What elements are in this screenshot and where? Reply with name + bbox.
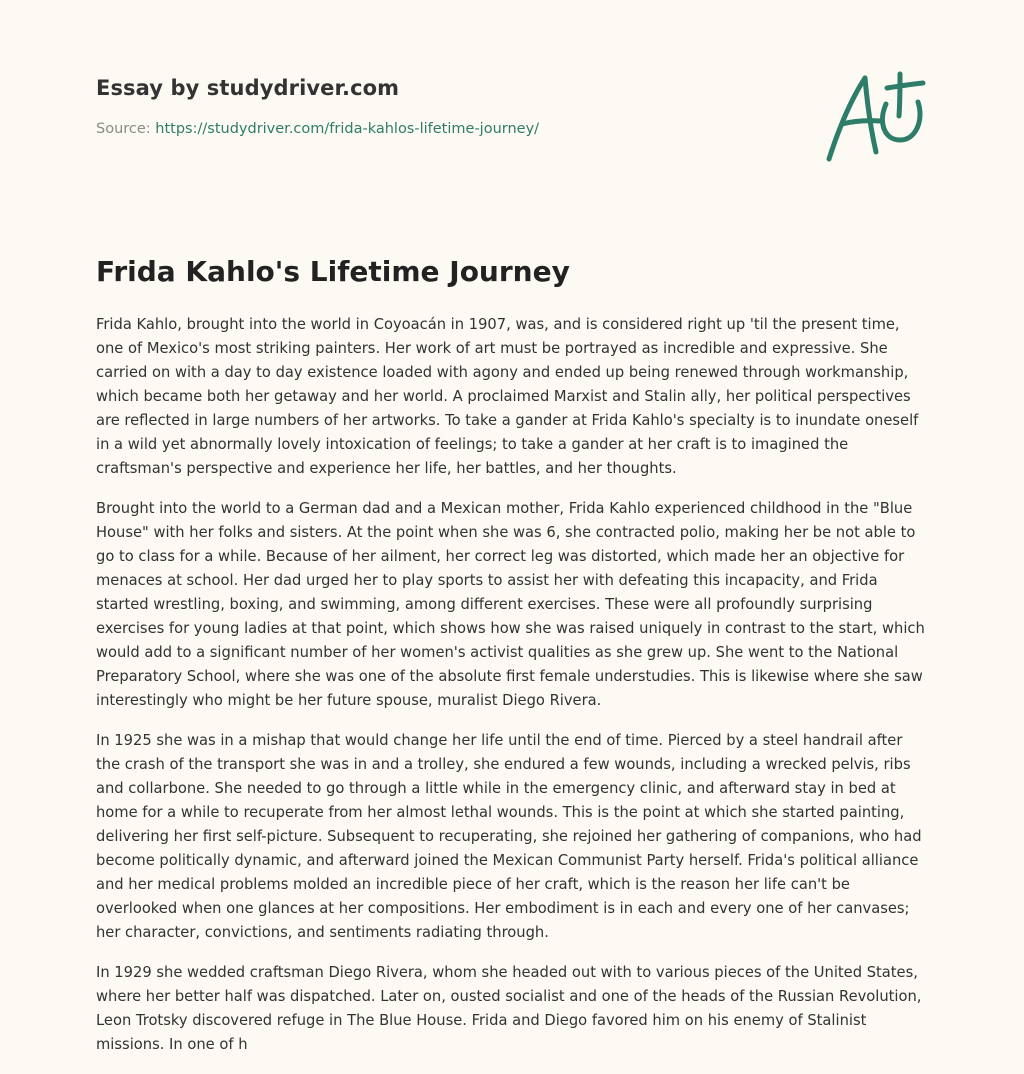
essay-title: Frida Kahlo's Lifetime Journey	[96, 255, 570, 288]
source-label: Source:	[96, 121, 151, 137]
source-line	[96, 121, 539, 137]
source-link[interactable]: https://studydriver.com/frida-kahlos-lifetime-journey/	[155, 121, 540, 137]
a-plus-logo-icon	[820, 66, 930, 166]
essay-paragraph: In 1929 she wedded craftsman Diego Rivera, whom she headed out with to various pieces of the United States, where her better half was dispatched. Later on, ousted socialist and one of the heads of the Russian Revolution, Leon Trotsky discovered refuge in The Blue House. Frida and Diego favored him on his enemy of Stalinist missions. In one of h	[96, 964, 922, 1053]
page-header	[96, 76, 539, 137]
essay-body	[96, 313, 930, 1073]
essay-paragraph: In 1925 she was in a mishap that would change her life until the end of time. Pierced by a steel handrail after the crash of the transport she was in and a trolley, she endured a few wounds, including a wrecked pelvis, ribs and collarbone. She needed to go through a little while in the emergency clinic, and afterward stay in bed at home for a while to recuperate from her almost lethal wounds. This is the point at which she started painting, delivering her first self-picture. Subsequent to recuperating, she rejoined her gathering of companions, who had become politically dynamic, and afterward joined the Mexican Communist Party herself. Frida's political alliance and her medical problems molded an incredible piece of her craft, which is the reason her life can't be overlooked when one glances at her compositions. Her embodiment is in each and every one of her canvases; her character, convictions, and sentiments radiating through.	[96, 732, 922, 941]
essay-paragraph: Frida Kahlo, brought into the world in Coyoacán in 1907, was, and is considered right up 'til the present time, one of Mexico's most striking painters. Her work of art must be portrayed as incredible and expressive. She carried on with a day to day existence loaded with agony and ended up being renewed through workmanship, which became both her getaway and her world. A proclaimed Marxist and Stalin ally, her political perspectives are reflected in large numbers of her artworks. To take a gander at Frida Kahlo's specialty is to inundate oneself in a wild yet abnormally lovely intoxication of feelings; to take a gander at her craft is to imagined the craftsman's perspective and experience her life, her battles, and her thoughts.	[96, 316, 919, 477]
essay-paragraph: Brought into the world to a German dad and a Mexican mother, Frida Kahlo experienced childhood in the "Blue House" with her folks and sisters. At the point when she was 6, she contracted polio, making her be not able to go to class for a while. Because of her ailment, her correct leg was distorted, which made her an objective for menaces at school. Her dad urged her to play sports to assist her with defeating this incapacity, and Frida started wrestling, boxing, and swimming, among different exercises. These were all profoundly surprising exercises for young ladies at that point, which shows how she was raised uniquely in contrast to the start, which would add to a significant number of her women's activist qualities as she grew up. She went to the National Preparatory School, where she was one of the absolute first female understudies. This is likewise where she saw interestingly who might be her future spouse, muralist Diego Rivera.	[96, 500, 925, 709]
site-brand: Essay by studydriver.com	[96, 76, 400, 100]
